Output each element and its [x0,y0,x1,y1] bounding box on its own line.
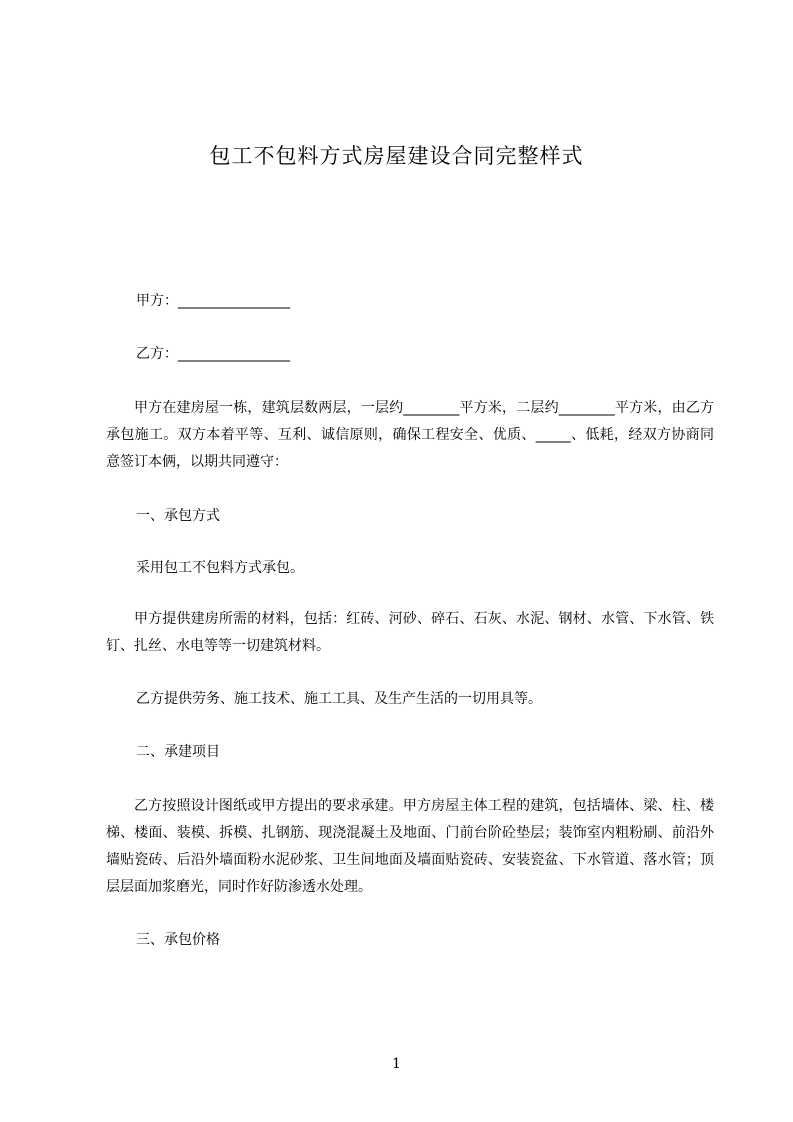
page-number: 1 [392,1056,401,1072]
intro-paragraph: 甲方在建房屋一栋，建筑层数两层，一层约________平方米，二层约________平方米，由乙方承包施工。双方本着平等、互利、诚信原则，确保工程安全、优质、_____、低耗，经双方协商同意签订本俩，以期共同遵守： [106,400,714,470]
section-1-paragraph-3: 乙方提供劳务、施工技术、施工工具、及生产生活的一切用具等。 [136,691,542,707]
section-1-heading: 一、承包方式 [136,508,220,524]
section-1-paragraph-2: 甲方提供建房所需的材料，包括：红砖、河砂、碎石、石灰、水泥、钢材、水管、下水管、铁钉、扎丝、水电等等一切建筑材料。 [106,611,714,654]
section-1-paragraph-1: 采用包工不包料方式承包。 [136,560,304,576]
party-b-line: 乙方：________________ [136,346,290,362]
party-a-line: 甲方：________________ [136,293,290,309]
section-2-paragraph-1: 乙方按照设计图纸或甲方提出的要求承建。甲方房屋主体工程的建筑，包括墙体、梁、柱、楼梯、楼面、装模、拆模、扎钢筋、现浇混凝土及地面、门前台阶砼垫层；装饰室内粗粉刷、前沿外墙贴瓷砖、后沿外墙面粉水泥砂浆、卫生间地面及墙面贴瓷砖、安装瓷盆、下水管道、落水管；顶层层面加浆磨光，同时作好防渗透水处理。 [106,798,714,895]
section-2-heading: 二、承建项目 [136,744,220,760]
section-3-heading: 三、承包价格 [136,932,220,948]
document-title: 包工不包料方式房屋建设合同完整样式 [209,144,584,168]
